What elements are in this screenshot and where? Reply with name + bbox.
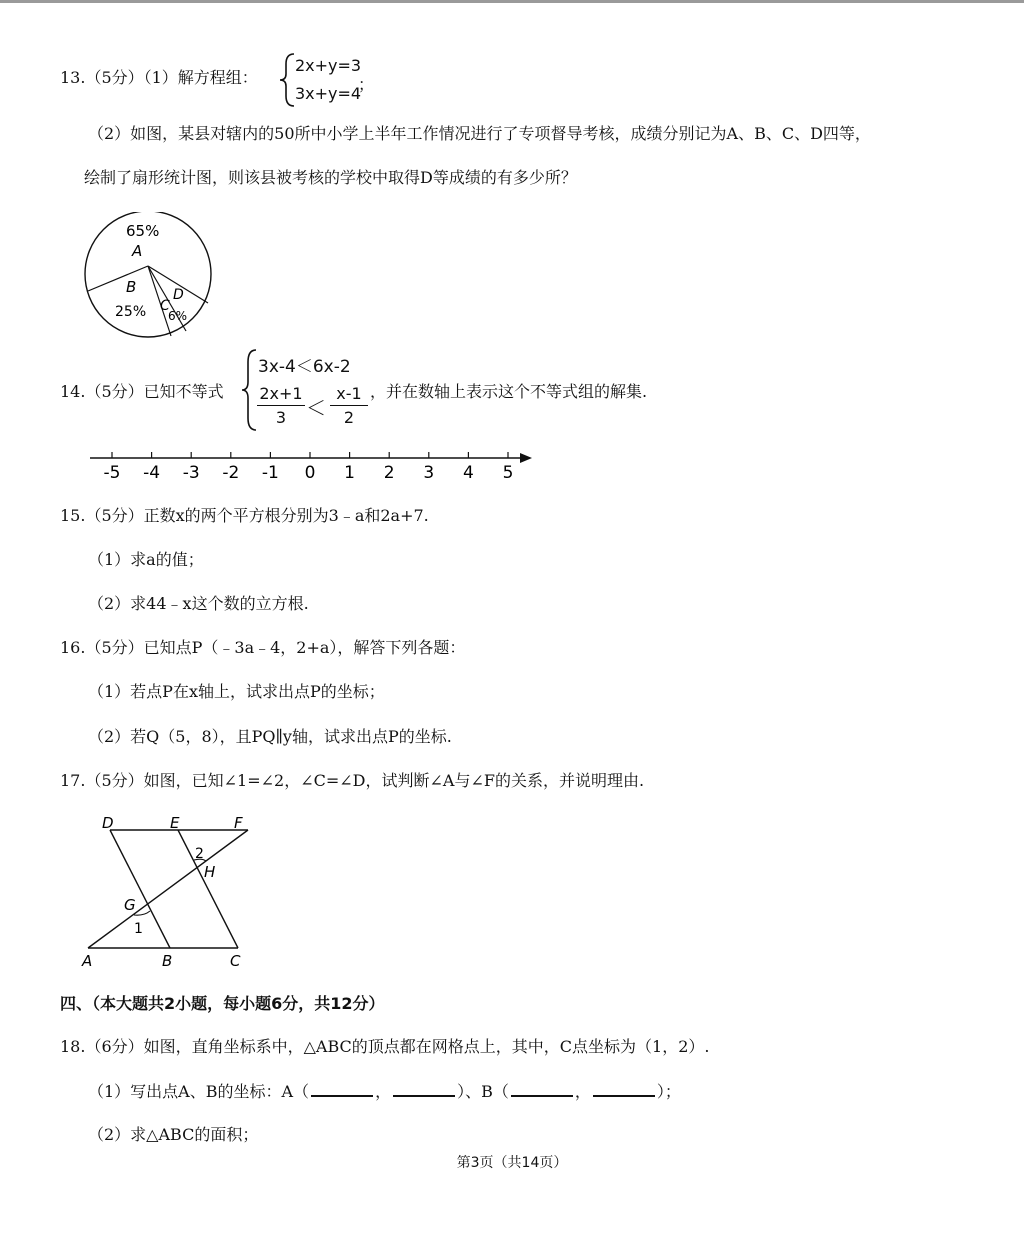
label-1: 1 bbox=[134, 921, 143, 937]
number-line-tick-label: 4 bbox=[462, 463, 474, 483]
q18-part1-end: ）； bbox=[656, 1082, 681, 1101]
q15-part2: （2）求44﹣x这个数的立方根. bbox=[88, 594, 309, 613]
q16-part1: （1）若点P在x轴上，试求出点P的坐标； bbox=[88, 682, 385, 701]
pie-label-c: C bbox=[160, 298, 170, 314]
q15-stem: 15.（5分）正数x的两个平方根分别为3﹣a和2a+7. bbox=[60, 506, 429, 525]
q17-stem: 17.（5分）如图，已知∠1=∠2，∠C=∠D，试判断∠A与∠F的关系，并说明理由. bbox=[60, 771, 645, 790]
pie-label-b: B bbox=[126, 278, 137, 296]
answer-blank-ax[interactable] bbox=[311, 1081, 373, 1097]
q13-eq2: 3x+y=4 bbox=[295, 84, 362, 103]
q14-frac1-bar bbox=[257, 405, 305, 406]
pie-chart bbox=[80, 212, 220, 342]
q18-part1 bbox=[88, 1081, 681, 1102]
number-line-arrow bbox=[520, 453, 532, 463]
q14-frac1-den: 3 bbox=[275, 408, 287, 427]
q14-ineq1: 3x-4＜6x-2 bbox=[258, 357, 351, 377]
number-line-ticks bbox=[104, 452, 514, 483]
q16-stem: 16.（5分）已知点P（﹣3a﹣4，2+a），解答下列各题： bbox=[60, 638, 466, 657]
q14-frac2-num: x-1 bbox=[336, 384, 362, 403]
q13-stem: 13.（5分）（1）解方程组： bbox=[60, 68, 258, 87]
pie-radius-ab bbox=[88, 266, 148, 291]
number-line-tick-label: -1 bbox=[261, 463, 279, 483]
label-2: 2 bbox=[195, 846, 204, 862]
q14-tail: ，并在数轴上表示这个不等式组的解集. bbox=[370, 382, 648, 401]
q15-part1: （1）求a的值； bbox=[88, 550, 204, 569]
label-h: H bbox=[204, 863, 216, 881]
label-c: C bbox=[230, 952, 241, 970]
pie-pct-b: 25% bbox=[115, 304, 147, 320]
pie-label-a: A bbox=[132, 242, 143, 260]
q18-comma-2: ， bbox=[574, 1082, 591, 1101]
q13-eq-end: ； bbox=[358, 75, 375, 94]
q16-part2: （2）若Q（5，8），且PQ∥y轴，试求出点P的坐标. bbox=[88, 727, 452, 746]
number-line-tick-label: 3 bbox=[423, 463, 435, 483]
q14-lt: ＜ bbox=[306, 396, 326, 420]
answer-blank-bx[interactable] bbox=[511, 1081, 573, 1097]
number-line-tick-label: 0 bbox=[304, 463, 316, 483]
number-line-tick-label: -5 bbox=[103, 463, 121, 483]
pie-label-d: D bbox=[173, 287, 184, 303]
q18-stem: 18.（6分）如图，直角坐标系中，△ABC的顶点都在网格点上，其中，C点坐标为（1，2）. bbox=[60, 1037, 710, 1056]
top-border bbox=[0, 0, 1024, 3]
q18-comma-1: ， bbox=[375, 1082, 392, 1101]
number-line-tick-label: 5 bbox=[502, 463, 514, 483]
number-line-tick-label: 1 bbox=[344, 463, 356, 483]
q18-part1-mid: ）、B（ bbox=[457, 1082, 509, 1101]
label-d: D bbox=[102, 814, 114, 832]
label-e: E bbox=[170, 814, 180, 832]
geometry-figure bbox=[80, 808, 260, 974]
pie-pct-a: 65% bbox=[126, 222, 160, 240]
segment-ec bbox=[178, 830, 238, 948]
page-footer: 第3页（共14页） bbox=[456, 1155, 568, 1171]
label-b: B bbox=[162, 952, 173, 970]
number-line-tick-label: -4 bbox=[143, 463, 161, 483]
number-line-tick-label: 2 bbox=[383, 463, 395, 483]
segment-af bbox=[88, 830, 248, 948]
q13-eq1: 2x+y=3 bbox=[295, 56, 362, 75]
section-heading: 四、（本大题共2小题，每小题6分，共12分） bbox=[60, 994, 385, 1013]
q18-part2: （2）求△ABC的面积； bbox=[88, 1125, 259, 1144]
answer-blank-by[interactable] bbox=[593, 1081, 655, 1097]
label-f: F bbox=[234, 814, 243, 832]
q14-frac2-den: 2 bbox=[343, 408, 355, 427]
answer-blank-ay[interactable] bbox=[393, 1081, 455, 1097]
q14-frac1-num: 2x+1 bbox=[259, 384, 303, 403]
q13-part2-line1: （2）如图，某县对辖内的50所中小学上半年工作情况进行了专项督导考核，成绩分别记为A、B、C、D四等， bbox=[88, 124, 871, 143]
pie-pct-d: 6% bbox=[168, 309, 188, 323]
q13-part2-line2: 绘制了扇形统计图，则该县被考核的学校中取得D等成绩的有多少所？ bbox=[84, 168, 577, 187]
q14-stem: 14.（5分）已知不等式 bbox=[60, 382, 224, 401]
q18-part1-prefix: （1）写出点A、B的坐标：A（ bbox=[88, 1082, 310, 1101]
label-a: A bbox=[82, 952, 93, 970]
number-line-tick-label: -3 bbox=[182, 463, 200, 483]
q14-frac2-bar bbox=[330, 405, 368, 406]
label-g: G bbox=[124, 896, 136, 914]
number-line bbox=[86, 446, 536, 484]
number-line-tick-label: -2 bbox=[222, 463, 240, 483]
